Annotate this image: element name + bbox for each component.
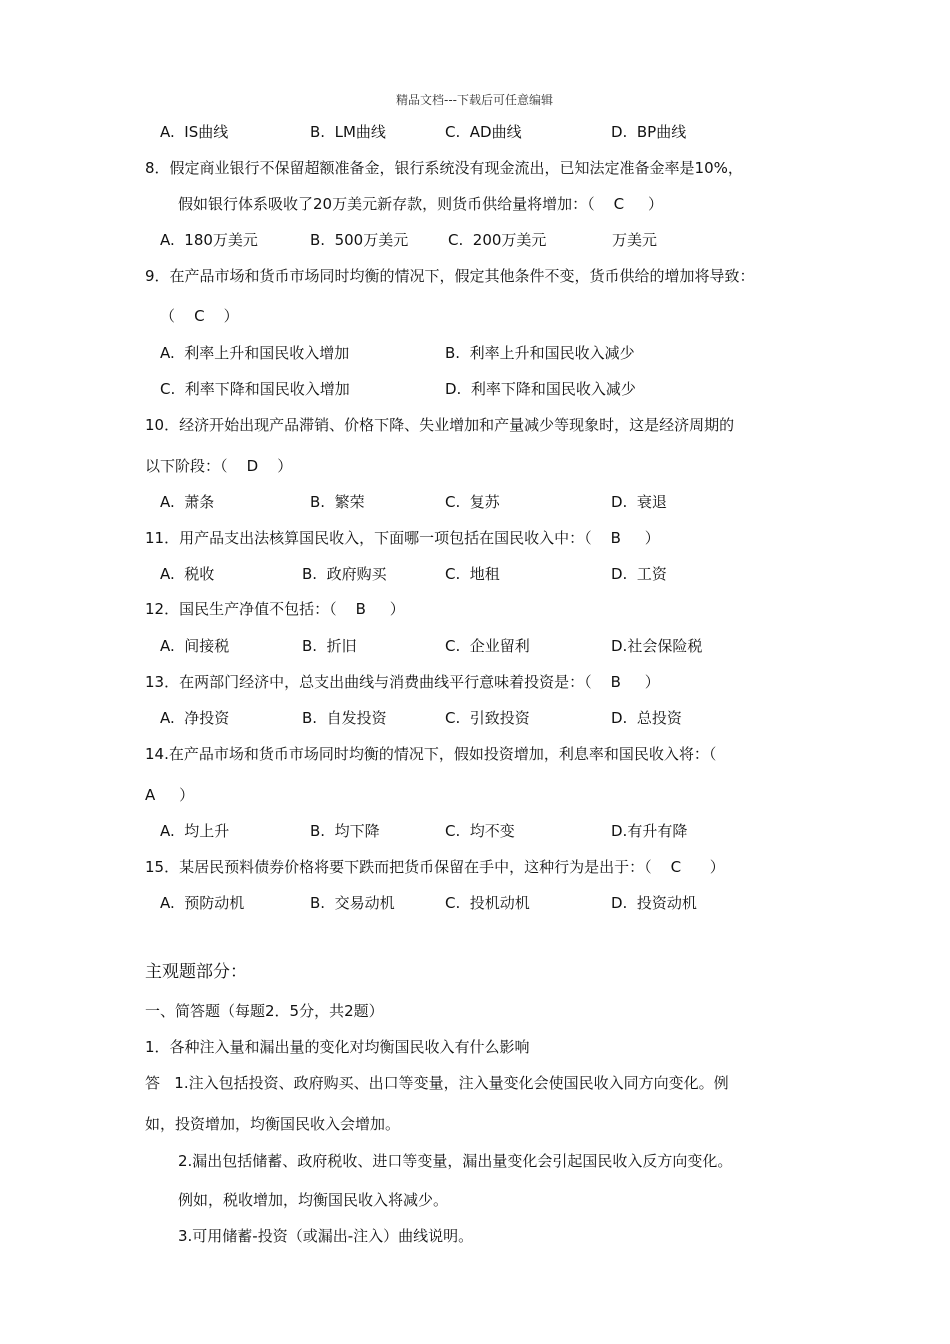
q7-option-a: A. IS曲线 [160,123,229,141]
q9-option-b: B. 利率上升和国民收入减少 [445,344,635,362]
q10-stem-cont: 以下阶段：（ D ） [145,457,293,475]
q11-option-d: D. 工资 [611,565,667,583]
q10-option-c: C. 复苏 [445,493,500,511]
page-header: 精品文档---下载后可任意编辑 [396,93,553,107]
section-short-answer: 一、简答题（每题2．5分，共2题） [145,1002,384,1020]
q7-option-b: B. LM曲线 [310,123,386,141]
q15-option-c: C. 投机动机 [445,894,530,912]
q11-stem: 11．用产品支出法核算国民收入，下面哪一项包括在国民收入中：（ B ） [145,529,660,547]
q13-option-b: B. 自发投资 [302,709,387,727]
q7-option-d: D. BP曲线 [611,123,687,141]
answer-2-line1: 2.漏出包括储蓄、政府税收、进口等变量，漏出量变化会引起国民收入反方向变化。 [178,1152,733,1170]
q15-option-b: B. 交易动机 [310,894,395,912]
q13-option-a: A. 净投资 [160,709,230,727]
q14-option-b: B. 均下降 [310,822,380,840]
answer-2-line2: 例如，税收增加，均衡国民收入将减少。 [178,1191,449,1209]
q15-stem: 15．某居民预料债券价格将要下跌而把货币保留在手中，这种行为是出于：（ C ） [145,858,725,876]
q10-stem: 10．经济开始出现产品滞销、价格下降、失业增加和产量减少等现象时，这是经济周期的 [145,416,735,434]
answer-1-line1: 答 1.注入包括投资、政府购买、出口等变量，注入量变化会使国民收入同方向变化。例 [145,1074,729,1092]
q12-option-b: B. 折旧 [302,637,357,655]
short-answer-q1: 1．各种注入量和漏出量的变化对均衡国民收入有什么影响 [145,1038,530,1056]
q14-option-c: C. 均不变 [445,822,515,840]
q7-option-c: C. AD曲线 [445,123,522,141]
q9-option-d: D. 利率下降和国民收入减少 [445,380,636,398]
q13-stem: 13．在两部门经济中，总支出曲线与消费曲线平行意味着投资是：（ B ） [145,673,660,691]
q8-stem: 8．假定商业银行不保留超额准备金，银行系统没有现金流出，已知法定准备金率是10%， [145,159,743,177]
q11-option-a: A. 税收 [160,565,215,583]
q14-stem: 14.在产品市场和货币市场同时均衡的情况下，假如投资增加，利息率和国民收入将：（ [145,745,717,763]
q13-option-c: C. 引致投资 [445,709,530,727]
q12-option-d: D.社会保险税 [611,637,703,655]
q13-option-d: D. 总投资 [611,709,682,727]
answer-1-line2: 如，投资增加，均衡国民收入会增加。 [145,1115,401,1133]
q8-option-c: C. 200万美元 [448,231,547,249]
answer-3: 3.可用储蓄-投资（或漏出-注入）曲线说明。 [178,1227,474,1245]
q11-option-b: B. 政府购买 [302,565,387,583]
q9-answer: （ C ） [160,307,239,325]
q12-option-c: C. 企业留利 [445,637,530,655]
subjective-title: 主观题部分： [145,962,247,982]
q8-stem-cont: 假如银行体系吸收了20万美元新存款，则货币供给量将增加：（ C ） [178,195,663,213]
q9-option-c: C. 利率下降和国民收入增加 [160,380,350,398]
q15-option-d: D. 投资动机 [611,894,697,912]
q14-option-d: D.有升有降 [611,822,688,840]
q8-option-d: 万美元 [612,231,658,249]
q11-option-c: C. 地租 [445,565,500,583]
q10-option-b: B. 繁荣 [310,493,365,511]
q9-stem: 9．在产品市场和货币市场同时均衡的情况下，假定其他条件不变，货币供给的增加将导致： [145,267,755,285]
q14-answer: A ） [145,786,195,804]
q9-option-a: A. 利率上升和国民收入增加 [160,344,350,362]
q14-option-a: A. 均上升 [160,822,230,840]
q10-option-a: A. 萧条 [160,493,215,511]
q12-stem: 12．国民生产净值不包括：（ B ） [145,600,405,618]
q8-option-b: B. 500万美元 [310,231,409,249]
q8-option-a: A. 180万美元 [160,231,258,249]
q12-option-a: A. 间接税 [160,637,230,655]
q15-option-a: A. 预防动机 [160,894,245,912]
q10-option-d: D. 衰退 [611,493,667,511]
